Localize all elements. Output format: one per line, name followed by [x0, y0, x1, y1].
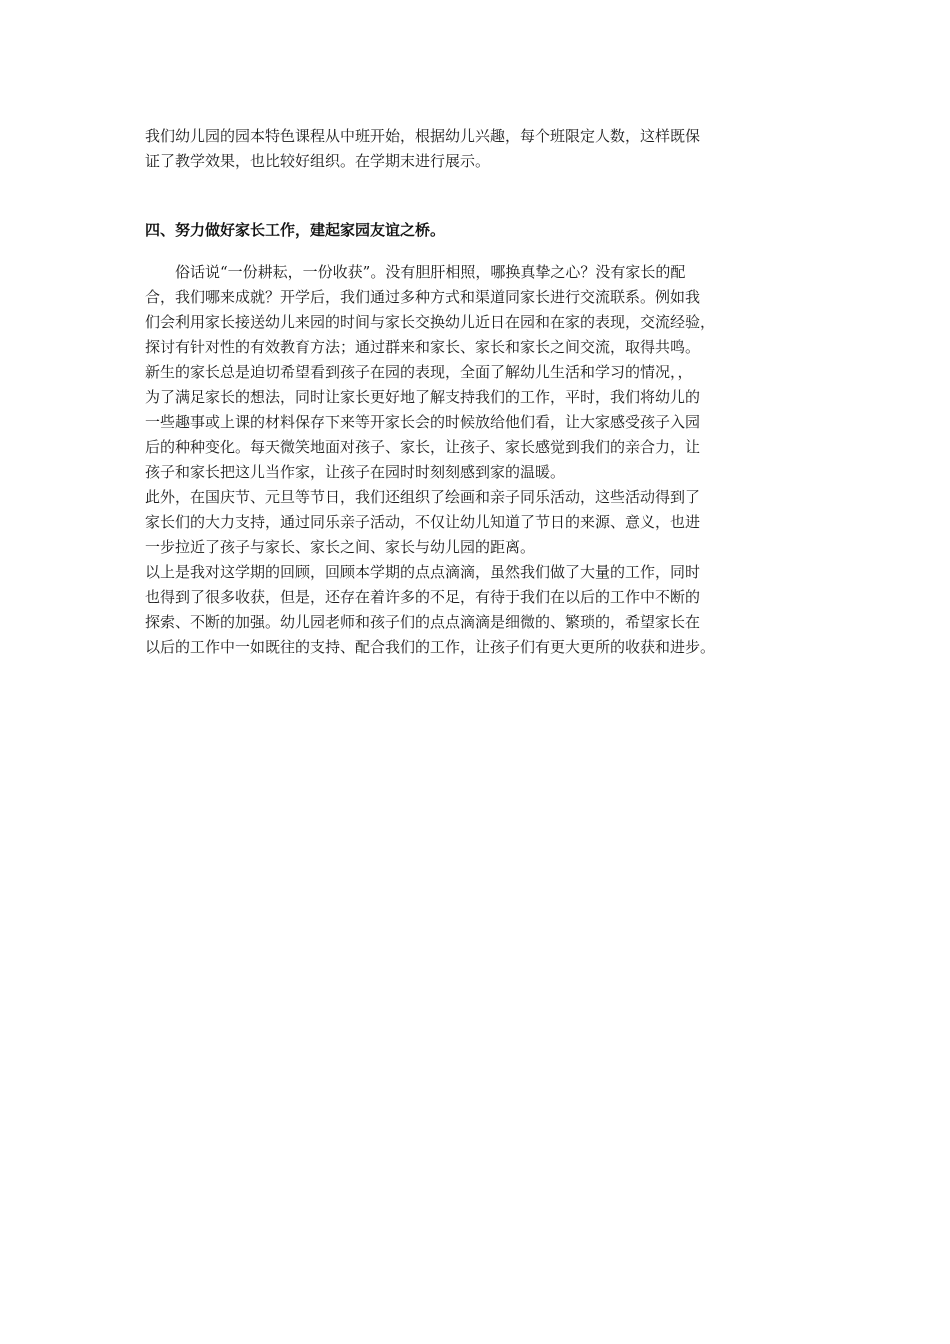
- text-line: 一些趣事或上课的材料保存下来等开家长会的时候放给他们看，让大家感受孩子入园: [145, 413, 701, 431]
- text-line: 新生的家长总是迫切希望看到孩子在园的表现，全面了解幼儿生活和学习的情况，，: [145, 363, 693, 381]
- text-line: 孩子和家长把这儿当作家，让孩子在园时时刻刻感到家的温暖。: [145, 463, 566, 481]
- text-line: 一步拉近了孩子与家长、家长之间、家长与幼儿园的距离。: [145, 538, 536, 556]
- text-line: 以上是我对这学期的回顾，回顾本学期的点点滴滴，虽然我们做了大量的工作，同时: [145, 563, 701, 581]
- text-line: 家长们的大力支持，通过同乐亲子活动，不仅让幼儿知道了节日的来源、意义，也进: [145, 513, 701, 531]
- document-content: [145, 124, 810, 660]
- text-line: 后的种种变化。每天微笑地面对孩子、家长，让孩子、家长感觉到我们的亲合力，让: [145, 438, 701, 456]
- text-line: 探讨有针对性的有效教育方法；通过群来和家长、家长和家长之间交流，取得共鸣。: [145, 338, 701, 356]
- text-line: 合，我们哪来成就？开学后，我们通过多种方式和渠道同家长进行交流联系。例如我: [145, 288, 701, 306]
- text-line: 探索、不断的加强。幼儿园老师和孩子们的点点滴滴是细微的、繁琐的，希望家长在: [145, 613, 701, 631]
- text-line: 证了教学效果，也比较好组织。在学期末进行展示。: [145, 152, 491, 170]
- text-line: 此外，在国庆节、元旦等节日，我们还组织了绘画和亲子同乐活动，这些活动得到了: [145, 488, 701, 506]
- text-line: 以后的工作中一如既往的支持、配合我们的工作，让孩子们有更大更所的收获和进步。: [145, 638, 716, 656]
- text-line: 为了满足家长的想法，同时让家长更好地了解支持我们的工作，平时，我们将幼儿的: [145, 388, 701, 406]
- section-heading: 四、努力做好家长工作，建起家园友谊之桥。: [145, 221, 446, 239]
- intro-paragraph: [145, 124, 810, 174]
- text-line: 也得到了很多收获，但是，还存在着许多的不足，有待于我们在以后的工作中不断的: [145, 588, 701, 606]
- body-paragraphs: [145, 260, 810, 660]
- text-line: 俗话说“一份耕耘，一份收获”。没有胆肝相照，哪换真挚之心？没有家长的配: [175, 263, 686, 281]
- text-line: 我们幼儿园的园本特色课程从中班开始，根据幼儿兴趣，每个班限定人数，这样既保: [145, 127, 701, 145]
- text-line: 们会利用家长接送幼儿来园的时间与家长交换幼儿近日在园和在家的表现，交流经验，: [145, 313, 716, 331]
